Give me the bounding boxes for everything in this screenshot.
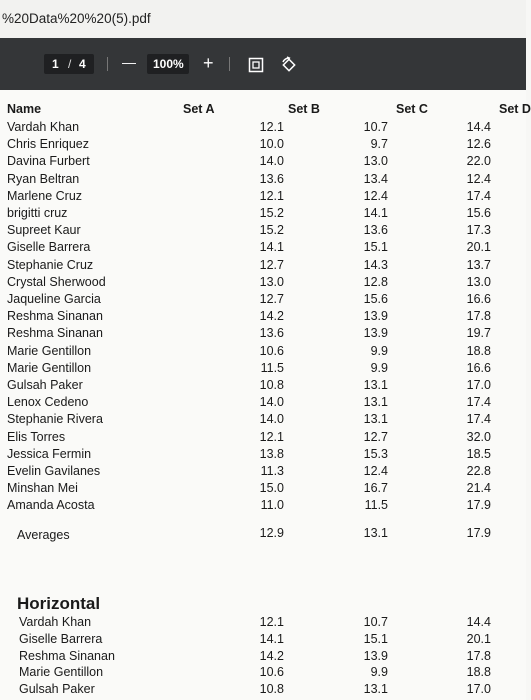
row-set-b-value: 10.8 — [259, 378, 284, 392]
row-set-b-value: 11.0 — [260, 498, 284, 513]
row-name: Reshma Sinanan — [7, 326, 103, 341]
row-set-b-value: 11.3 — [260, 464, 284, 478]
row-name: Davina Furbert — [7, 154, 90, 169]
row-set-d-value: 22.0 — [466, 154, 491, 169]
row-set-c-value: 9.7 — [370, 137, 388, 152]
browser-tab-bar — [0, 0, 526, 38]
row-name: Chris Enriquez — [7, 137, 89, 152]
toolbar-divider — [229, 57, 230, 71]
row-name: Reshma Sinanan — [19, 648, 115, 663]
row-set-d-value: 12.6 — [466, 137, 491, 152]
row-set-c-value: 13.6 — [363, 223, 388, 238]
toolbar-divider — [107, 57, 108, 71]
row-set-d-value: 17.8 — [466, 309, 491, 324]
row-set-c-value: 12.4 — [363, 464, 388, 478]
row-set-b-value: 11.5 — [260, 360, 284, 375]
row-set-c-value: 13.9 — [363, 648, 388, 663]
row-set-d-value: 15.6 — [466, 206, 491, 220]
row-set-b-value: 12.1 — [259, 429, 284, 444]
row-name: Giselle Barrera — [19, 631, 103, 646]
row-set-b-value: 10.6 — [259, 343, 284, 358]
row-set-d-value: 18.5 — [466, 446, 491, 461]
row-set-c-value: 15.1 — [363, 240, 388, 255]
row-set-c-value: 13.1 — [363, 395, 388, 410]
row-set-c-value: 15.6 — [363, 292, 388, 306]
row-set-d-value: 14.4 — [466, 120, 491, 134]
row-name: Gulsah Paker — [19, 682, 95, 697]
average-set-b: 12.9 — [259, 526, 284, 540]
row-set-c-value: 13.9 — [363, 326, 388, 341]
row-name: Supreet Kaur — [7, 223, 81, 238]
row-set-b-value: 15.0 — [259, 481, 284, 496]
row-set-d-value: 17.4 — [466, 412, 491, 427]
row-set-c-value: 14.1 — [363, 206, 388, 220]
page-separator: / — [68, 57, 72, 71]
row-set-c-value: 12.7 — [363, 429, 388, 444]
row-set-b-value: 12.7 — [259, 257, 284, 272]
row-set-b-value: 13.6 — [259, 326, 284, 341]
row-set-d-value: 12.4 — [466, 171, 491, 186]
header-set-a: Set A — [183, 102, 215, 116]
zoom-out-button[interactable]: — — [122, 54, 136, 70]
average-set-c: 13.1 — [363, 526, 388, 540]
row-name: Jaqueline Garcia — [7, 292, 101, 306]
row-set-d-value: 16.6 — [466, 292, 491, 306]
row-set-d-value: 17.4 — [466, 188, 491, 203]
current-page-input[interactable]: 1 — [52, 57, 59, 71]
pdf-page — [0, 90, 531, 700]
header-name: Name — [7, 102, 42, 116]
row-set-d-value: 32.0 — [466, 429, 491, 444]
row-set-b-value: 12.1 — [259, 188, 284, 203]
row-set-c-value: 13.9 — [363, 309, 388, 324]
row-set-d-value: 18.8 — [466, 665, 491, 680]
row-set-b-value: 12.1 — [259, 615, 284, 629]
row-name: Minshan Mei — [7, 481, 78, 496]
row-name: Elis Torres — [7, 429, 66, 444]
row-set-c-value: 13.1 — [363, 412, 388, 427]
row-name: Stephanie Cruz — [7, 257, 94, 272]
row-set-d-value: 17.9 — [466, 498, 491, 513]
row-set-d-value: 20.1 — [466, 631, 491, 646]
row-set-d-value: 17.4 — [466, 395, 491, 410]
row-set-d-value: 13.7 — [466, 257, 491, 272]
row-set-c-value: 10.7 — [363, 120, 388, 134]
section-title: Horizontal — [17, 594, 101, 613]
row-set-d-value: 14.4 — [466, 615, 491, 629]
zoom-level: 100% — [153, 57, 184, 71]
row-name: Crystal Sherwood — [7, 274, 106, 289]
file-name: %20Data%20%20(5).pdf — [2, 11, 151, 26]
row-set-c-value: 16.7 — [363, 481, 388, 496]
row-set-c-value: 12.4 — [363, 188, 388, 203]
row-set-d-value: 19.7 — [466, 326, 491, 341]
header-set-c: Set C — [396, 102, 428, 116]
row-set-c-value: 13.1 — [363, 682, 388, 697]
row-name: brigitti cruz — [7, 206, 68, 220]
row-name: Giselle Barrera — [7, 240, 91, 255]
total-pages: 4 — [79, 57, 86, 71]
row-set-c-value: 11.5 — [364, 498, 388, 513]
row-set-b-value: 13.8 — [259, 446, 284, 461]
row-set-d-value: 17.8 — [466, 648, 491, 663]
rotate-icon[interactable] — [280, 56, 298, 74]
row-set-c-value: 10.7 — [363, 615, 388, 629]
row-set-b-value: 14.2 — [259, 309, 284, 324]
row-set-d-value: 18.8 — [466, 343, 491, 358]
row-set-b-value: 14.2 — [259, 648, 284, 663]
row-set-d-value: 20.1 — [466, 240, 491, 255]
row-name: Amanda Acosta — [7, 498, 95, 513]
row-set-d-value: 21.4 — [466, 481, 491, 496]
row-name: Vardah Khan — [19, 615, 92, 629]
row-name: Evelin Gavilanes — [7, 464, 101, 478]
row-set-c-value: 9.9 — [370, 343, 388, 358]
row-set-b-value: 15.2 — [259, 206, 284, 220]
row-set-c-value: 9.9 — [370, 665, 388, 680]
row-set-c-value: 12.8 — [363, 274, 388, 289]
row-name: Stephanie Rivera — [7, 412, 103, 427]
header-set-d: Set D — [499, 102, 531, 116]
row-set-b-value: 15.2 — [259, 223, 284, 238]
row-set-b-value: 10.6 — [259, 665, 284, 680]
row-set-c-value: 15.1 — [363, 631, 388, 646]
row-set-b-value: 12.7 — [259, 292, 284, 306]
row-set-b-value: 10.0 — [259, 137, 284, 152]
row-name: Jessica Fermin — [7, 446, 92, 461]
fit-page-icon[interactable] — [248, 57, 264, 73]
row-name: Gulsah Paker — [7, 378, 83, 392]
row-set-c-value: 13.4 — [363, 171, 388, 186]
averages-label: Averages — [17, 528, 70, 542]
row-set-c-value: 14.3 — [363, 257, 388, 272]
zoom-level-box[interactable] — [147, 54, 189, 74]
row-set-b-value: 14.0 — [259, 154, 284, 169]
row-name: Marlene Cruz — [7, 188, 83, 203]
page-number-box[interactable] — [44, 54, 94, 74]
row-name: Vardah Khan — [7, 120, 80, 134]
zoom-in-button[interactable]: + — [203, 53, 214, 73]
row-set-d-value: 22.8 — [466, 464, 491, 478]
row-name: Marie Gentillon — [7, 360, 92, 375]
row-set-b-value: 10.8 — [259, 682, 284, 697]
row-set-b-value: 13.0 — [259, 274, 284, 289]
row-name: Ryan Beltran — [7, 171, 80, 186]
row-name: Marie Gentillon — [7, 343, 92, 358]
row-set-b-value: 14.0 — [259, 412, 284, 427]
row-set-b-value: 13.6 — [259, 171, 284, 186]
row-set-b-value: 14.0 — [259, 395, 284, 410]
row-set-d-value: 17.0 — [466, 682, 491, 697]
row-name: Marie Gentillon — [19, 665, 104, 680]
row-set-c-value: 9.9 — [370, 360, 388, 375]
row-set-d-value: 17.3 — [466, 223, 491, 238]
row-set-b-value: 14.1 — [259, 631, 284, 646]
row-set-b-value: 12.1 — [259, 120, 284, 134]
header-set-b: Set B — [288, 102, 320, 116]
pdf-toolbar — [0, 38, 526, 90]
row-set-c-value: 15.3 — [363, 446, 388, 461]
row-set-d-value: 17.0 — [466, 378, 491, 392]
row-set-d-value: 16.6 — [466, 360, 491, 375]
row-set-b-value: 14.1 — [259, 240, 284, 255]
average-set-d: 17.9 — [466, 526, 491, 540]
row-set-c-value: 13.1 — [363, 378, 388, 392]
row-name: Lenox Cedeno — [7, 395, 89, 410]
row-set-d-value: 13.0 — [466, 274, 491, 289]
row-set-c-value: 13.0 — [363, 154, 388, 169]
row-name: Reshma Sinanan — [7, 309, 103, 324]
